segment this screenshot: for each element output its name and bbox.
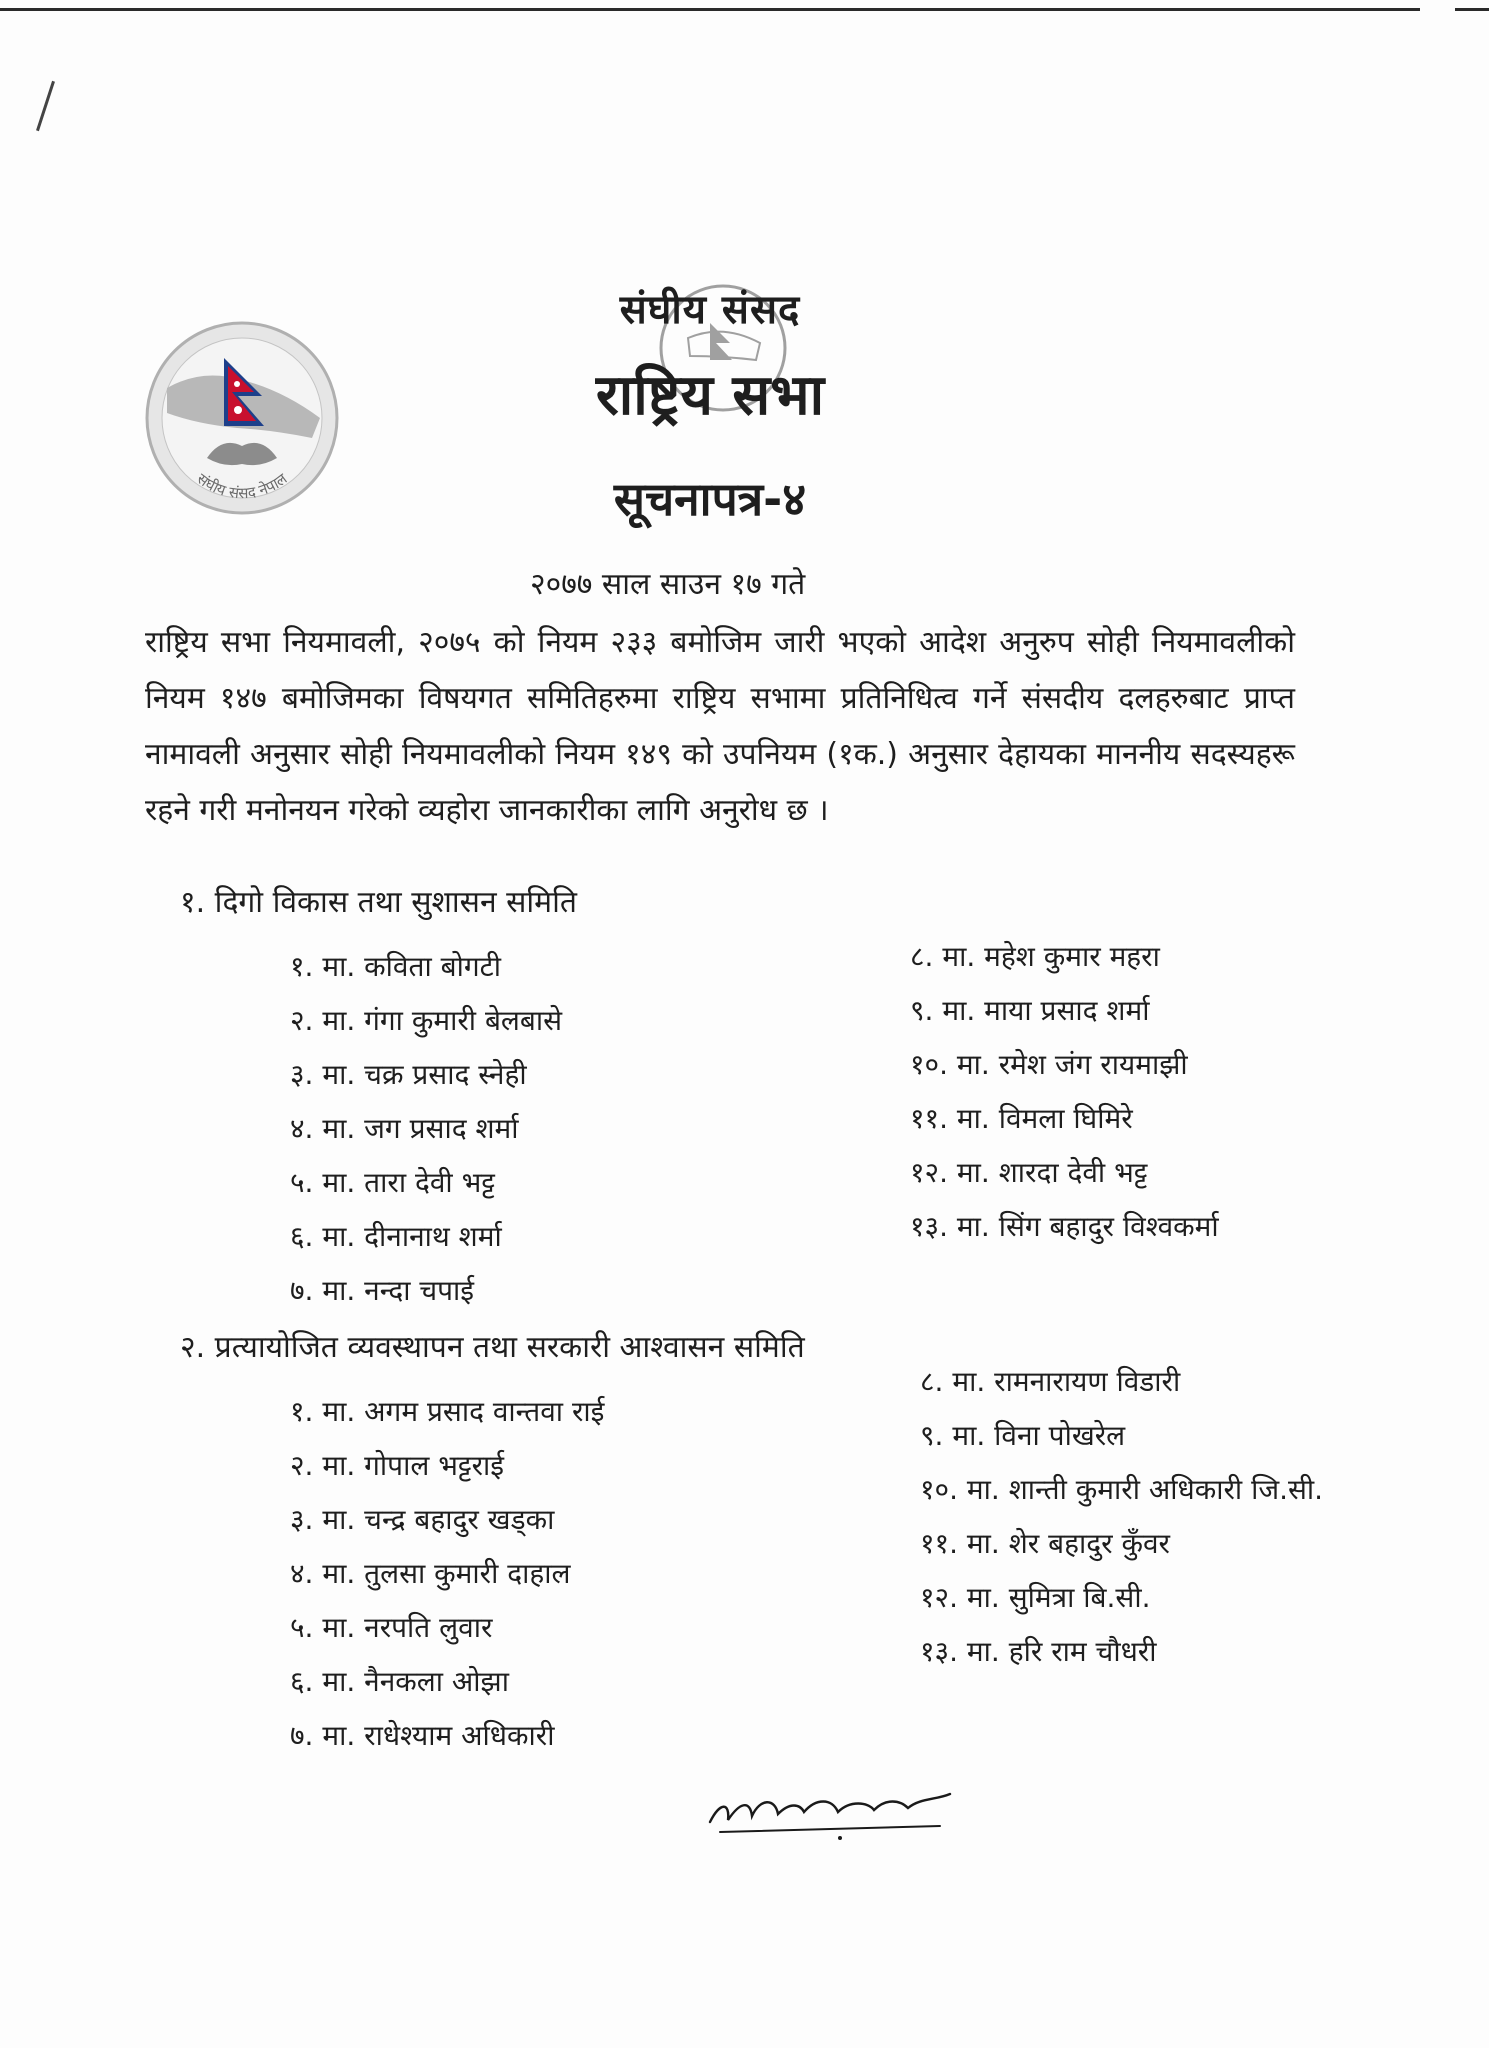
member-item: १०. मा. शान्ती कुमारी अधिकारी जि.सी. bbox=[920, 1473, 1324, 1506]
member-item: ११. मा. विमला घिमिरे bbox=[910, 1102, 1133, 1135]
notice-date: २०७७ साल साउन १७ गते bbox=[530, 567, 806, 602]
heading-federal-parliament: संघीय संसद bbox=[619, 287, 801, 333]
member-item: ५. मा. नरपति लुवार bbox=[290, 1611, 493, 1644]
pen-stroke-mark bbox=[36, 81, 55, 131]
svg-text:संघीय संसद नेपाल: संघीय संसद नेपाल bbox=[193, 469, 291, 503]
committee-members-right bbox=[910, 930, 1219, 1254]
corner-scan-mark bbox=[1455, 8, 1489, 11]
heading-notice-number: सूचनापत्र-४ bbox=[613, 472, 807, 526]
committee-title: १. दिगो विकास तथा सुशासन समिति bbox=[180, 885, 577, 920]
committee-members-left bbox=[290, 1385, 604, 1763]
top-scan-edge-line bbox=[0, 8, 1420, 11]
handwritten-signature bbox=[700, 1772, 960, 1842]
member-item: ९. मा. माया प्रसाद शर्मा bbox=[910, 994, 1150, 1027]
member-item: १. मा. अगम प्रसाद वान्तवा राई bbox=[290, 1395, 605, 1428]
member-item: ८. मा. महेश कुमार महरा bbox=[910, 940, 1160, 973]
committee-members-left bbox=[290, 940, 562, 1318]
heading-national-assembly: राष्ट्रिय सभा bbox=[595, 363, 825, 428]
parliament-seal-logo bbox=[142, 318, 342, 518]
member-item: ६. मा. दीनानाथ शर्मा bbox=[290, 1220, 502, 1253]
member-item: ७. मा. नन्दा चपाई bbox=[290, 1274, 475, 1307]
member-item: ९. मा. विना पोखरेल bbox=[920, 1419, 1126, 1452]
committee-title: २. प्रत्यायोजित व्यवस्थापन तथा सरकारी आश्वासन समिति bbox=[180, 1330, 805, 1365]
member-item: १०. मा. रमेश जंग रायमाझी bbox=[910, 1048, 1188, 1081]
notice-body-paragraph: राष्ट्रिय सभा नियमावली, २०७५ को नियम २३३ बमोजिम जारी भएको आदेश अनुरुप सोही नियमावलीको नियम १४७ बमोजिमका विषयगत समितिहरुमा राष्ट्रिय सभामा प्रतिनिधित्व गर्ने संसदीय दलहरुबाट प्राप्त नामावली अनुसार सोही नियमावलीको नियम १४९ को उपनियम (१क.) अनुसार देहायका माननीय सदस्यहरू रहने गरी मनोनयन गरेको व्यहोरा जानकारीका लागि अनुरोध छ । bbox=[145, 625, 1295, 828]
member-item: ८. मा. रामनारायण विडारी bbox=[920, 1365, 1181, 1398]
member-item: ३. मा. चक्र प्रसाद स्नेही bbox=[290, 1058, 527, 1091]
member-item: १२. मा. शारदा देवी भट्ट bbox=[910, 1156, 1148, 1189]
member-item: १३. मा. हरि राम चौधरी bbox=[920, 1635, 1157, 1668]
member-item: २. मा. गोपाल भट्टराई bbox=[290, 1449, 505, 1482]
member-item: ११. मा. शेर बहादुर कुँवर bbox=[920, 1527, 1170, 1560]
member-item: १. मा. कविता बोगटी bbox=[290, 950, 501, 983]
member-item: ७. मा. राधेश्याम अधिकारी bbox=[290, 1719, 555, 1752]
member-item: ५. मा. तारा देवी भट्ट bbox=[290, 1166, 495, 1199]
member-item: ३. मा. चन्द्र बहादुर खड्का bbox=[290, 1503, 555, 1536]
member-item: १२. मा. सुमित्रा बि.सी. bbox=[920, 1581, 1151, 1614]
member-item: ६. मा. नैनकला ओझा bbox=[290, 1665, 509, 1698]
member-item: २. मा. गंगा कुमारी बेलबासे bbox=[290, 1004, 563, 1037]
committee-members-right bbox=[920, 1355, 1323, 1679]
member-item: १३. मा. सिंग बहादुर विश्वकर्मा bbox=[910, 1210, 1219, 1243]
document-heading bbox=[520, 280, 900, 529]
member-item: ४. मा. तुलसा कुमारी दाहाल bbox=[290, 1557, 571, 1590]
member-item: ४. मा. जग प्रसाद शर्मा bbox=[290, 1112, 519, 1145]
